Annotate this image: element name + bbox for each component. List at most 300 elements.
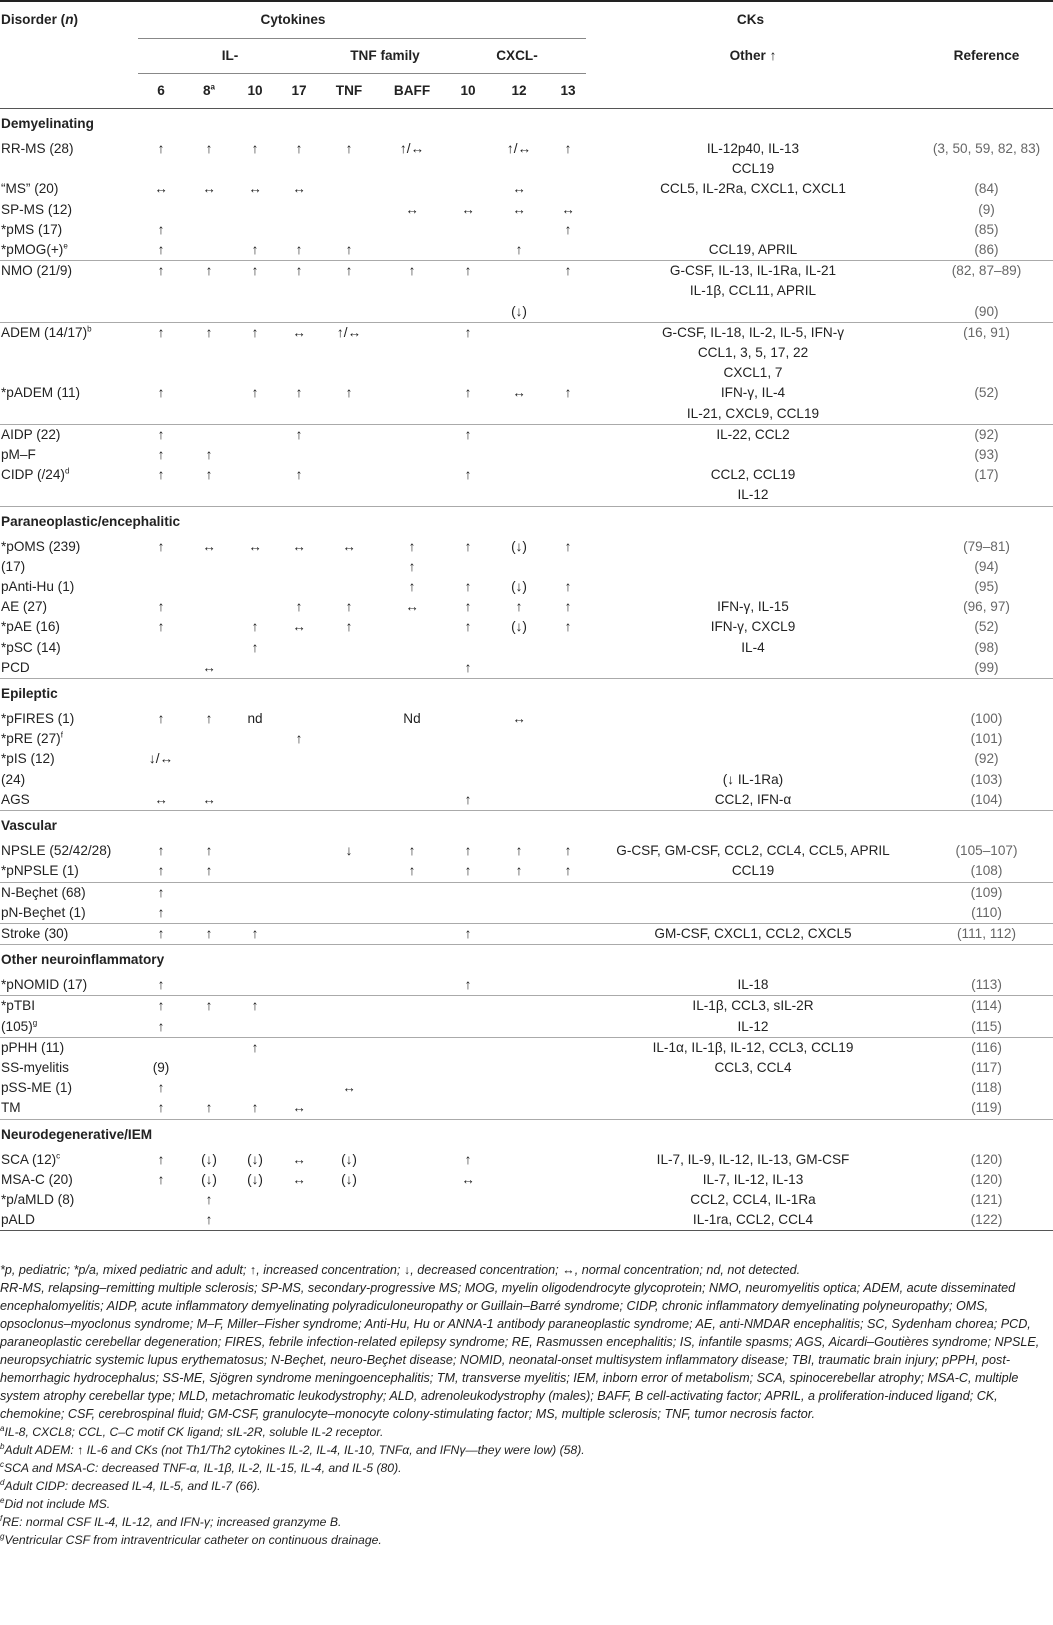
- value-cell: [550, 281, 586, 301]
- value-cell: ↑: [251, 619, 259, 635]
- value-cell: [184, 424, 234, 445]
- value-cell: [184, 404, 234, 425]
- value-cell: [276, 790, 322, 811]
- value-cell: [448, 343, 488, 363]
- value-cell: [550, 557, 586, 577]
- disorder-cell: *p/aMLD (8): [1, 1191, 75, 1207]
- value-cell: [448, 1058, 488, 1078]
- value-cell: [550, 790, 586, 811]
- value-cell: [488, 903, 550, 924]
- value-cell: [448, 159, 488, 179]
- value-cell: [550, 343, 586, 363]
- disorder-cell: RR-MS (28): [1, 141, 74, 156]
- disorder-cell: *pADEM (11): [1, 385, 81, 401]
- value-cell: [276, 975, 322, 996]
- reference-cell: [920, 485, 1053, 506]
- disorder-cell: SP-MS (12): [1, 201, 73, 217]
- value-cell: [184, 1017, 234, 1038]
- value-cell: [376, 975, 448, 996]
- value-cell: [376, 302, 448, 323]
- value-cell: [322, 996, 376, 1017]
- value-cell: (↓): [341, 1151, 357, 1167]
- value-cell: [550, 638, 586, 658]
- table-row: [0, 597, 1053, 617]
- value-cell: [488, 1017, 550, 1038]
- other-ck-cell: [586, 749, 920, 769]
- table-row: [0, 1098, 1053, 1119]
- reference-cell: (111, 112): [920, 923, 1053, 944]
- other-ck-cell: [586, 557, 920, 577]
- value-cell: [322, 302, 376, 323]
- value-cell: [550, 240, 586, 261]
- other-ck-cell: [586, 709, 920, 729]
- value-cell: [184, 770, 234, 790]
- col-il6: 6: [138, 74, 184, 109]
- value-cell: [138, 485, 184, 506]
- value-cell: [276, 923, 322, 944]
- value-cell: ↑: [564, 843, 572, 859]
- value-cell: (↓): [511, 619, 527, 635]
- value-cell: [448, 557, 488, 577]
- value-cell: [488, 882, 550, 903]
- value-cell: [488, 1078, 550, 1098]
- value-cell: [138, 343, 184, 363]
- footnote-f: $^f$RE: normal CSF IL-4, IL-12, and IFN-γ; increased granzyme B.: [0, 1513, 342, 1529]
- reference-cell: (3, 50, 59, 82, 83): [932, 141, 1041, 156]
- value-cell: ↑: [184, 923, 234, 944]
- reference-cell: (96, 97): [963, 599, 1010, 615]
- disorder-cell: MSA-C (20): [1, 1171, 73, 1187]
- table-row: [0, 841, 1053, 861]
- value-cell: [322, 709, 376, 729]
- value-cell: ↑: [464, 324, 472, 340]
- table-row: [0, 179, 1053, 199]
- col-tnf: TNF: [322, 74, 376, 109]
- col-baff: BAFF: [376, 74, 448, 109]
- other-ck-cell: G-CSF, IL-18, IL-2, IL-5, IFN-γ: [661, 324, 845, 340]
- value-cell: [448, 179, 488, 199]
- value-cell: [550, 882, 586, 903]
- value-cell: ↔: [202, 181, 216, 197]
- other-ck-cell: IL-12: [586, 1017, 920, 1038]
- value-cell: ↑: [550, 861, 586, 882]
- value-cell: [184, 1037, 234, 1058]
- value-cell: [184, 363, 234, 383]
- table-row: [0, 200, 1053, 220]
- value-cell: [376, 617, 448, 637]
- value-cell: ↑: [157, 1171, 165, 1187]
- other-ck-cell: [586, 200, 920, 220]
- other-ck-cell: CCL2, CCL19: [710, 467, 796, 483]
- value-cell: [376, 179, 448, 199]
- value-cell: [550, 770, 586, 790]
- section-header: [0, 1119, 1053, 1150]
- disorder-cell: *pNOMID (17): [0, 975, 138, 996]
- value-cell: [550, 658, 586, 679]
- value-cell: ↑: [408, 558, 416, 574]
- value-cell: [550, 445, 586, 465]
- value-cell: [138, 557, 184, 577]
- table-row: [0, 557, 1053, 577]
- value-cell: [322, 159, 376, 179]
- value-cell: [234, 729, 276, 749]
- value-cell: [138, 1210, 184, 1231]
- value-cell: [488, 445, 550, 465]
- reference-cell: (116): [971, 1039, 1002, 1055]
- section-title: Neurodegenerative/IEM: [1, 1126, 153, 1142]
- value-cell: [448, 903, 488, 924]
- value-cell: ↑: [464, 619, 472, 635]
- section-header: [0, 811, 1053, 842]
- value-cell: [276, 343, 322, 363]
- footnote-e: $^e$Did not include MS.: [0, 1495, 111, 1511]
- other-ck-cell: IL-22, CCL2: [716, 426, 790, 442]
- value-cell: [276, 220, 322, 240]
- value-cell: [550, 159, 586, 179]
- value-cell: ↓: [345, 843, 353, 859]
- disorder-cell: pM–F: [1, 447, 36, 463]
- value-cell: ↑: [295, 599, 303, 615]
- value-cell: ↑: [157, 141, 165, 156]
- disorder-label: Disorder (n): [1, 12, 79, 28]
- reference-cell: (85): [974, 221, 999, 237]
- note-abbrev-2: RR-MS, relapsing–remitting multiple sclerosis; SP-MS, secondary-progressive MS; MOG, myelin oligodendrocyte glycoprotein; NMO, neuromyelitis optica; ADEM, acute disseminated encephalomyelitis; AIDP, acute inflammatory demyelinating polyradiculoneuropathy or Guillain–Barré syndrome; CIDP, chronic inflammatory demyelinating polyneuropathy; OMS, opsoclonus–myoclonus syndrome; M–F, Miller–Fisher syndrome; Anti-Hu, Hu or ANNA-1 antibody paraneoplastic syndrome; AE, anti-NMDAR encephalitis; SC, Sydenham chorea; PCD, paraneoplastic cerebellar degeneration; FIRES, febrile infection-related epilepsy syndrome; RE, Rasmussen encephalitis; IS, infantile spasms; AGS, Aicardi–Goutières syndrome; NPSLE, neuropsychiatric systemic lupus erythematosus; N-Beçhet, neuro-Beçhet disease; NOMID, neonatal-onset multisystem inflammatory disease; TBI, traumatic brain injury; pPPH, post-hemorrhagic hydrocephalus; SS-ME, Sjögren syndrome meningoencephalitis; TM, transverse myelitis; IEM, inborn error of metabolism; SCA, spinocerebellar atrophy; MSA-C, multiple system atrophy cerebellar type; MLD, metachromatic leukodystrophy; ALD, adrenoleukodystrophy (males); BAFF, B cell-activating factor; APRIL, a proliferation-induced ligand; CK, chemokine; CSF, cerebrospinal fluid; GM-CSF, granulocyte–monocyte colony-stimulating factor; MS, multiple sclerosis; TNF, tumor necrosis factor.: [0, 1281, 1040, 1421]
- table-body: [0, 109, 1053, 1231]
- other-ck-cell: CCL19: [586, 861, 920, 882]
- value-cell: ↑: [205, 1191, 213, 1207]
- value-cell: [234, 1017, 276, 1038]
- table-row: [0, 465, 1053, 485]
- value-cell: ↑: [464, 426, 472, 442]
- value-cell: [488, 1190, 550, 1210]
- table-row: [0, 1058, 1053, 1078]
- value-cell: ↔: [138, 790, 184, 811]
- other-ck-cell: IL-12p40, IL-13: [706, 141, 800, 156]
- value-cell: ↑: [322, 240, 376, 261]
- other-ck-cell: IFN-γ, IL-4: [720, 385, 786, 401]
- reference-cell: [920, 159, 1053, 179]
- value-cell: (↓): [247, 1171, 263, 1187]
- value-cell: [234, 1210, 276, 1231]
- value-cell: ↑: [295, 141, 303, 156]
- value-cell: [488, 1170, 550, 1190]
- value-cell: [184, 159, 234, 179]
- value-cell: ↑: [564, 221, 572, 237]
- other-ck-cell: [586, 220, 920, 240]
- value-cell: [550, 975, 586, 996]
- header-cxcl: CXCL-: [448, 39, 586, 74]
- value-cell: [376, 749, 448, 769]
- value-cell: [322, 220, 376, 240]
- reference-cell: [920, 281, 1053, 301]
- value-cell: [448, 1190, 488, 1210]
- other-ck-cell: CCL19, APRIL: [586, 240, 920, 261]
- value-cell: [376, 424, 448, 445]
- value-cell: [488, 770, 550, 790]
- disorder-cell: [0, 485, 138, 506]
- reference-cell: (86): [920, 240, 1053, 261]
- table-row: [0, 322, 1053, 343]
- reference-cell: (79–81): [963, 538, 1010, 554]
- table-row: [0, 617, 1053, 637]
- value-cell: [234, 404, 276, 425]
- value-cell: [550, 709, 586, 729]
- disorder-cell: AIDP (22): [1, 426, 61, 442]
- value-cell: [550, 903, 586, 924]
- reference-cell: (103): [970, 771, 1003, 787]
- value-cell: [376, 770, 448, 790]
- value-cell: [234, 465, 276, 485]
- value-cell: (↓): [247, 1151, 263, 1167]
- value-cell: [138, 770, 184, 790]
- value-cell: [234, 975, 276, 996]
- header-cytokines: Cytokines: [260, 12, 326, 27]
- disorder-cell: TM: [0, 1098, 138, 1119]
- value-cell: [376, 1210, 448, 1231]
- value-cell: [448, 1078, 488, 1098]
- value-cell: [448, 281, 488, 301]
- disorder-cell: pALD: [0, 1210, 138, 1231]
- value-cell: [234, 200, 276, 220]
- value-cell: [376, 281, 448, 301]
- table-row: [0, 445, 1053, 465]
- value-cell: [234, 424, 276, 445]
- disorder-cell: SCA $(12)^c$: [1, 1151, 61, 1167]
- value-cell: [276, 1037, 322, 1058]
- value-cell: [184, 383, 234, 403]
- value-cell: ↑: [205, 843, 213, 859]
- reference-cell: (52): [974, 385, 999, 401]
- value-cell: [234, 485, 276, 506]
- disorder-cell: $(105)^g$: [0, 1017, 138, 1038]
- value-cell: ↑/↔: [506, 141, 532, 156]
- disorder-cell: [0, 363, 138, 383]
- table-row: [0, 975, 1053, 996]
- value-cell: [184, 557, 234, 577]
- table-row: [0, 343, 1053, 363]
- value-cell: ↔: [292, 619, 306, 635]
- value-cell: (↓): [511, 538, 527, 554]
- value-cell: ↑: [376, 861, 448, 882]
- value-cell: ↑: [138, 903, 184, 924]
- value-cell: [184, 597, 234, 617]
- value-cell: [322, 343, 376, 363]
- value-cell: [322, 445, 376, 465]
- value-cell: [322, 485, 376, 506]
- disorder-cell: [0, 159, 138, 179]
- other-ck-cell: IL-12: [586, 485, 920, 506]
- section-title: Epileptic: [1, 686, 58, 702]
- other-ck-cell: IFN-γ, CXCL9: [710, 619, 796, 635]
- value-cell: [448, 882, 488, 903]
- value-cell: [488, 1210, 550, 1231]
- value-cell: [184, 485, 234, 506]
- disorder-cell: [0, 281, 138, 301]
- value-cell: ↔: [292, 181, 306, 197]
- col-il8-sup: a: [210, 82, 215, 92]
- other-ck-cell: IFN-γ, IL-15: [717, 599, 789, 615]
- value-cell: [276, 841, 322, 861]
- other-ck-cell: [586, 1098, 920, 1119]
- other-ck-cell: CCL5, IL-2Ra, CXCL1, CXCL1: [660, 181, 846, 197]
- value-cell: ↔: [292, 324, 306, 340]
- value-cell: ↔: [184, 658, 234, 679]
- value-cell: [376, 404, 448, 425]
- value-cell: ↑: [464, 579, 472, 595]
- table-row: [0, 1170, 1053, 1190]
- value-cell: [234, 577, 276, 597]
- value-cell: ↑: [295, 263, 303, 279]
- value-cell: [234, 770, 276, 790]
- value-cell: [376, 363, 448, 383]
- value-cell: [322, 404, 376, 425]
- value-cell: ↑: [564, 538, 572, 554]
- value-cell: [276, 1017, 322, 1038]
- disorder-cell: *pNPSLE (1): [0, 861, 138, 882]
- value-cell: ↓/↔: [148, 751, 174, 767]
- value-cell: ↑: [448, 975, 488, 996]
- reference-cell: (115): [920, 1017, 1053, 1038]
- disorder-cell: NMO (21/9): [1, 263, 73, 279]
- value-cell: [376, 1190, 448, 1210]
- disorder-cell: N-Beçhet (68): [1, 884, 86, 900]
- table-row: [0, 1210, 1053, 1231]
- value-cell: [376, 322, 448, 343]
- value-cell: [322, 1017, 376, 1038]
- value-cell: [276, 1058, 322, 1078]
- table-row: [0, 729, 1053, 749]
- value-cell: [322, 1210, 376, 1231]
- reference-cell: (101): [970, 731, 1003, 747]
- reference-cell: (110): [920, 903, 1053, 924]
- reference-cell: (108): [920, 861, 1053, 882]
- value-cell: ↑: [251, 324, 259, 340]
- reference-cell: (120): [970, 1171, 1003, 1187]
- value-cell: ↑: [234, 240, 276, 261]
- value-cell: [322, 1058, 376, 1078]
- value-cell: ↑: [251, 1039, 259, 1055]
- table-footnotes: [0, 1261, 1053, 1549]
- value-cell: [376, 343, 448, 363]
- reference-cell: (104): [920, 790, 1053, 811]
- value-cell: [488, 322, 550, 343]
- value-cell: [488, 465, 550, 485]
- value-cell: [550, 1098, 586, 1119]
- table-row: [0, 749, 1053, 769]
- table-row: [0, 709, 1053, 729]
- table-row: [0, 281, 1053, 301]
- value-cell: ↔: [202, 538, 216, 554]
- value-cell: [448, 363, 488, 383]
- reference-cell: (120): [970, 1151, 1003, 1167]
- value-cell: [276, 770, 322, 790]
- footnote-g: $^g$Ventricular CSF from intraventricular catheter on continuous drainage.: [0, 1531, 382, 1547]
- reference-cell: (121): [970, 1191, 1003, 1207]
- value-cell: (↓): [201, 1151, 217, 1167]
- section-header: [0, 109, 1053, 140]
- other-ck-cell: CCL2, CCL4, IL-1Ra: [690, 1191, 816, 1207]
- value-cell: ↔: [248, 538, 262, 554]
- value-cell: [488, 159, 550, 179]
- value-cell: [234, 841, 276, 861]
- value-cell: [276, 882, 322, 903]
- value-cell: ↑: [464, 263, 472, 279]
- value-cell: [550, 923, 586, 944]
- value-cell: (↓): [511, 579, 527, 595]
- value-cell: [276, 557, 322, 577]
- value-cell: [376, 1078, 448, 1098]
- value-cell: [376, 240, 448, 261]
- value-cell: ↑: [205, 447, 213, 463]
- value-cell: ↔: [561, 201, 575, 217]
- reference-cell: (114): [971, 998, 1002, 1014]
- value-cell: [488, 975, 550, 996]
- header-cks: CKs: [736, 12, 765, 27]
- value-cell: [184, 240, 234, 261]
- disorder-cell: NPSLE (52/42/28): [1, 843, 112, 859]
- value-cell: [376, 638, 448, 658]
- col-cxcl12: 12: [488, 74, 550, 109]
- other-ck-cell: [586, 445, 920, 465]
- value-cell: [184, 302, 234, 323]
- other-ck-cell: [586, 537, 920, 557]
- value-cell: ↑: [345, 263, 353, 279]
- value-cell: [138, 658, 184, 679]
- disorder-cell: pAnti-Hu (1): [1, 579, 75, 595]
- value-cell: [448, 638, 488, 658]
- value-cell: [276, 200, 322, 220]
- value-cell: [234, 302, 276, 323]
- value-cell: [184, 638, 234, 658]
- value-cell: ↔: [405, 599, 419, 615]
- value-cell: [234, 1190, 276, 1210]
- value-cell: [376, 790, 448, 811]
- value-cell: ↑: [157, 538, 165, 554]
- value-cell: [276, 363, 322, 383]
- value-cell: [488, 485, 550, 506]
- value-cell: ↑: [564, 579, 572, 595]
- value-cell: [322, 424, 376, 445]
- value-cell: [448, 445, 488, 465]
- value-cell: ↔: [292, 1171, 306, 1187]
- reference-cell: (100): [970, 711, 1003, 727]
- value-cell: ↑: [251, 263, 259, 279]
- value-cell: ↑: [464, 1151, 472, 1167]
- value-cell: ↔: [512, 385, 526, 401]
- value-cell: ↑: [464, 538, 472, 554]
- value-cell: ↑: [564, 385, 572, 401]
- value-cell: [276, 1078, 322, 1098]
- value-cell: [488, 790, 550, 811]
- value-cell: [322, 882, 376, 903]
- other-ck-cell: CCL3, CCL4: [714, 1059, 792, 1075]
- disorder-cell: ADEM $(14/17)^b$: [1, 324, 92, 340]
- other-ck-cell: IL-1α, IL-1β, IL-12, CCL3, CCL19: [652, 1039, 854, 1055]
- value-cell: ↑: [157, 619, 165, 635]
- value-cell: ↔: [512, 711, 526, 727]
- value-cell: ↑: [448, 658, 488, 679]
- value-cell: Nd: [403, 711, 421, 727]
- value-cell: [448, 139, 488, 159]
- value-cell: ↑: [205, 467, 213, 483]
- value-cell: [138, 1190, 184, 1210]
- value-cell: [322, 749, 376, 769]
- section-header: [0, 506, 1053, 537]
- other-ck-cell: IL-1ra, CCL2, CCL4: [586, 1210, 920, 1231]
- reference-cell: (9): [978, 201, 995, 217]
- value-cell: [184, 1058, 234, 1078]
- value-cell: [550, 1190, 586, 1210]
